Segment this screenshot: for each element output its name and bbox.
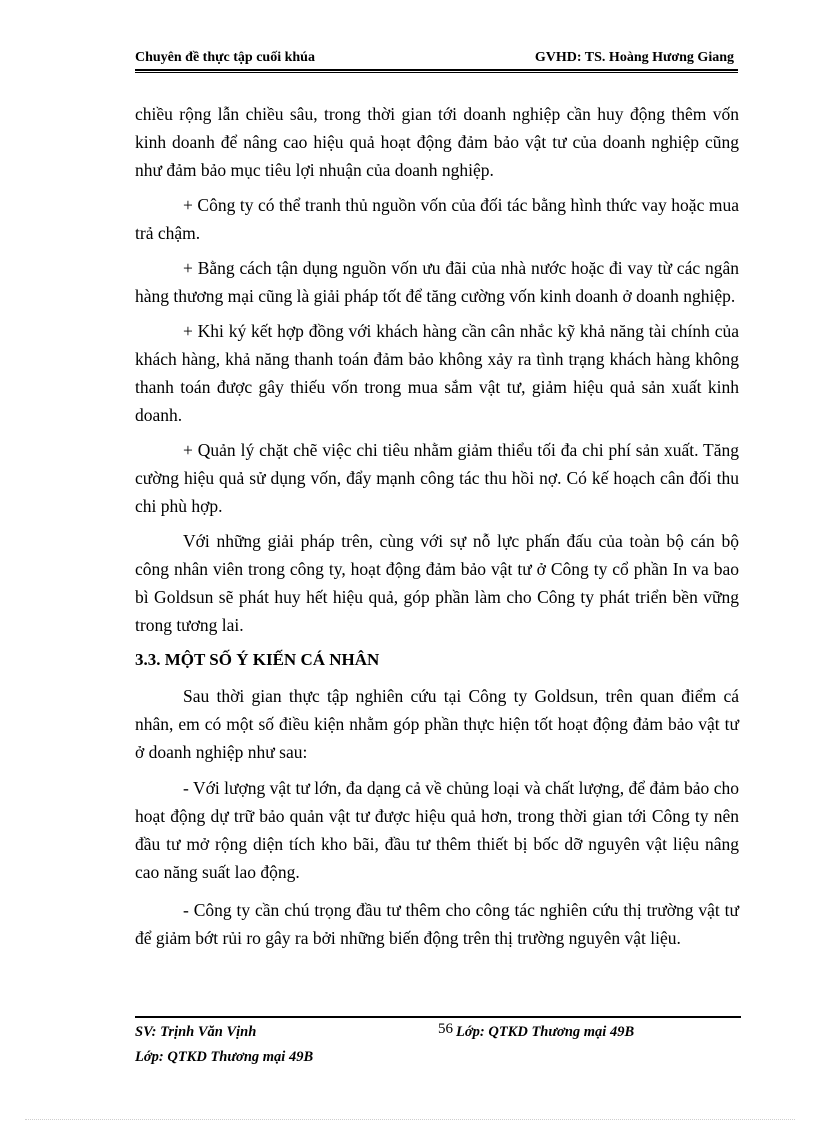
paragraph-8: - Với lượng vật tư lớn, đa dạng cả về chủng loại và chất lượng, để đảm bảo cho hoạt động dự trữ bảo quản vật tư được hiệu quả hơn, trong thời gian tới Công ty nên đầu tư mở rộng diện tích kho bãi, đầu tư thêm thiết bị bốc dỡ nguyên vật liệu nâng cao năng suất lao động. — [135, 778, 739, 882]
footer-class-left: Lớp: QTKD Thương mại 49B — [135, 1049, 314, 1065]
footer-class-right: Lớp: QTKD Thương mại 49B — [456, 1024, 635, 1040]
paragraph-9: - Công ty cần chú trọng đầu tư thêm cho công tác nghiên cứu thị trường vật tư để giảm bớt rủi ro gây ra bởi những biến động trên thị trường nguyên vật liệu. — [135, 900, 739, 948]
header-advisor: GVHD: TS. Hoàng Hương Giang — [534, 50, 734, 65]
paragraph-6: Với những giải pháp trên, cùng với sự nỗ lực phấn đấu của toàn bộ cán bộ công nhân viên trong công ty, hoạt động đảm bảo vật tư ở Công ty cổ phần In va bao bì Goldsun sẽ phát huy hết hiệu quả, góp phần làm cho Công ty phát triển bền vững trong tương lai. — [135, 531, 739, 635]
section-heading: 3.3. MỘT SỐ Ý KIẾN CÁ NHÂN — [135, 650, 380, 669]
paragraph-5: + Quản lý chặt chẽ việc chi tiêu nhằm giảm thiểu tối đa chi phí sản xuất. Tăng cường hiệu quả sử dụng vốn, đẩy mạnh công tác thu hồi nợ. Có kế hoạch cân đối thu chi phù hợp. — [135, 440, 739, 516]
page-edge-dots — [25, 1119, 795, 1120]
header-rule — [135, 69, 738, 71]
footer-student: SV: Trịnh Văn Vịnh — [135, 1024, 257, 1040]
header-title: Chuyên đề thực tập cuối khúa — [135, 50, 315, 65]
page-body — [135, 100, 739, 962]
header-rule-thin — [135, 72, 738, 73]
page-header — [135, 50, 738, 70]
paragraph-1: chiều rộng lẫn chiều sâu, trong thời gian tới doanh nghiệp cần huy động thêm vốn kinh doanh để nâng cao hiệu quả hoạt động đảm bảo vật tư của doanh nghiệp cũng như đảm bảo mục tiêu lợi nhuận của doanh nghiệp. — [135, 104, 739, 180]
paragraph-2: + Công ty có thể tranh thủ nguồn vốn của đối tác bằng hình thức vay hoặc mua trả chậm. — [135, 195, 739, 243]
paragraph-3: + Bằng cách tận dụng nguồn vốn ưu đãi của nhà nước hoặc đi vay từ các ngân hàng thương mại cũng là giải pháp tốt để tăng cường vốn kinh doanh ở doanh nghiệp. — [135, 258, 739, 306]
page-number: 56 — [438, 1021, 453, 1037]
paragraph-4: + Khi ký kết hợp đồng với khách hàng cần cân nhắc kỹ khả năng tài chính của khách hàng, khả năng thanh toán đảm bảo không xảy ra tình trạng khách hàng không thanh toán được gây thiếu vốn trong mua sắm vật tư, giảm hiệu quả sản xuất kinh doanh. — [135, 321, 739, 425]
paragraph-7: Sau thời gian thực tập nghiên cứu tại Công ty Goldsun, trên quan điểm cá nhân, em có một số điều kiện nhằm góp phần thực hiện tốt hoạt động đảm bảo vật tư ở doanh nghiệp như sau: — [135, 686, 739, 762]
